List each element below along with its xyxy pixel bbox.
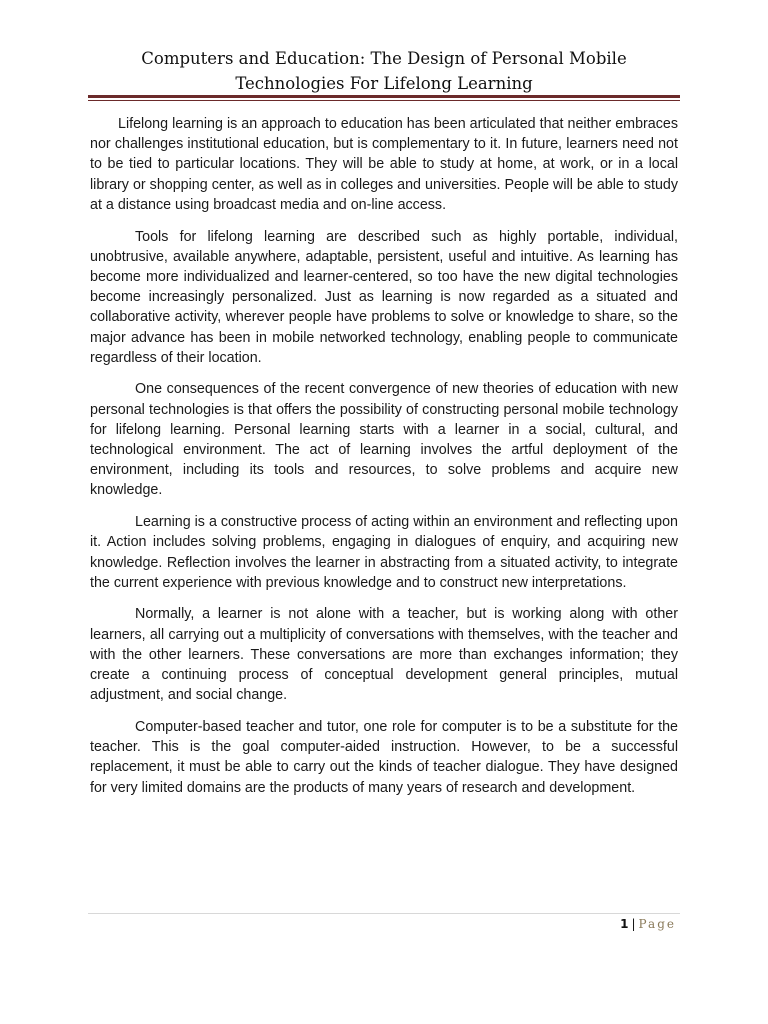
paragraph-2: Tools for lifelong learning are described such as highly portable, individual, unobtrusive, available anywhere, adaptable, persistent, useful and intuitive. As learning has become more individualized and learner-centered, so too have the new digital technologies become increasingly personalized. Just as learning is now regarded as a situated and collaborative activity, wherever people have problems to solve or knowledge to share, so the major advance has been in mobile networked technology, enabling people to communicate regardless of their location. <box>90 228 678 366</box>
title-line-1: Computers and Education: The Design of Personal Mobile <box>141 49 627 68</box>
header-rule-thin <box>88 100 680 101</box>
footer-rule <box>88 913 680 914</box>
header-rule-thick <box>88 95 680 98</box>
page-title <box>88 46 680 96</box>
page-number: 1 <box>620 917 629 931</box>
title-line-2: Technologies For Lifelong Learning <box>235 74 533 93</box>
paragraph-6: Computer-based teacher and tutor, one role for computer is to be a substitute for the teacher. This is the goal computer-aided instruction. However, to be a successful replacement, it must be able to carry out the kinds of teacher dialogue. They have designed for very limited domains are the products of many years of research and development. <box>90 718 678 796</box>
paragraph-1: Lifelong learning is an approach to education has been articulated that neither embraces nor challenges institutional education, but is complementary to it. In future, learners need not to be tied to particular locations. They will be able to study at home, at work, or in a local library or shopping center, as well as in colleges and universities. People will be able to study at a distance using broadcast media and on-line access. <box>90 116 678 213</box>
page-label: Page <box>638 917 676 931</box>
paragraph-4: Learning is a constructive process of acting within an environment and reflecting upon it. Action includes solving problems, engaging in dialogues of enquiry, and acquiring new knowledge. Reflection involves the learner in abstracting from a situated activity, to integrate the current experience with previous knowledge and to construct new interpretations. <box>90 514 678 591</box>
paragraph-5: Normally, a learner is not alone with a teacher, but is working along with other learners, all carrying out a multiplicity of conversations with themselves, with the teacher and with the other learners. These conversations are more than exchanges information; they create a continuing process of conceptual development general principles, mutual adjustment, and social change. <box>90 606 678 704</box>
page-separator: | <box>631 917 636 931</box>
body-text <box>90 114 678 809</box>
paragraph-3: One consequences of the recent convergence of new theories of education with new personal technologies is that offers the possibility of constructing personal mobile technology for lifelong learning. Personal learning starts with a learner in a social, cultural, and technological environment. The act of learning involves the artful deployment of the environment, including its tools and resources, to solve problems and acquire new knowledge. <box>90 381 678 499</box>
page-footer <box>620 915 676 933</box>
